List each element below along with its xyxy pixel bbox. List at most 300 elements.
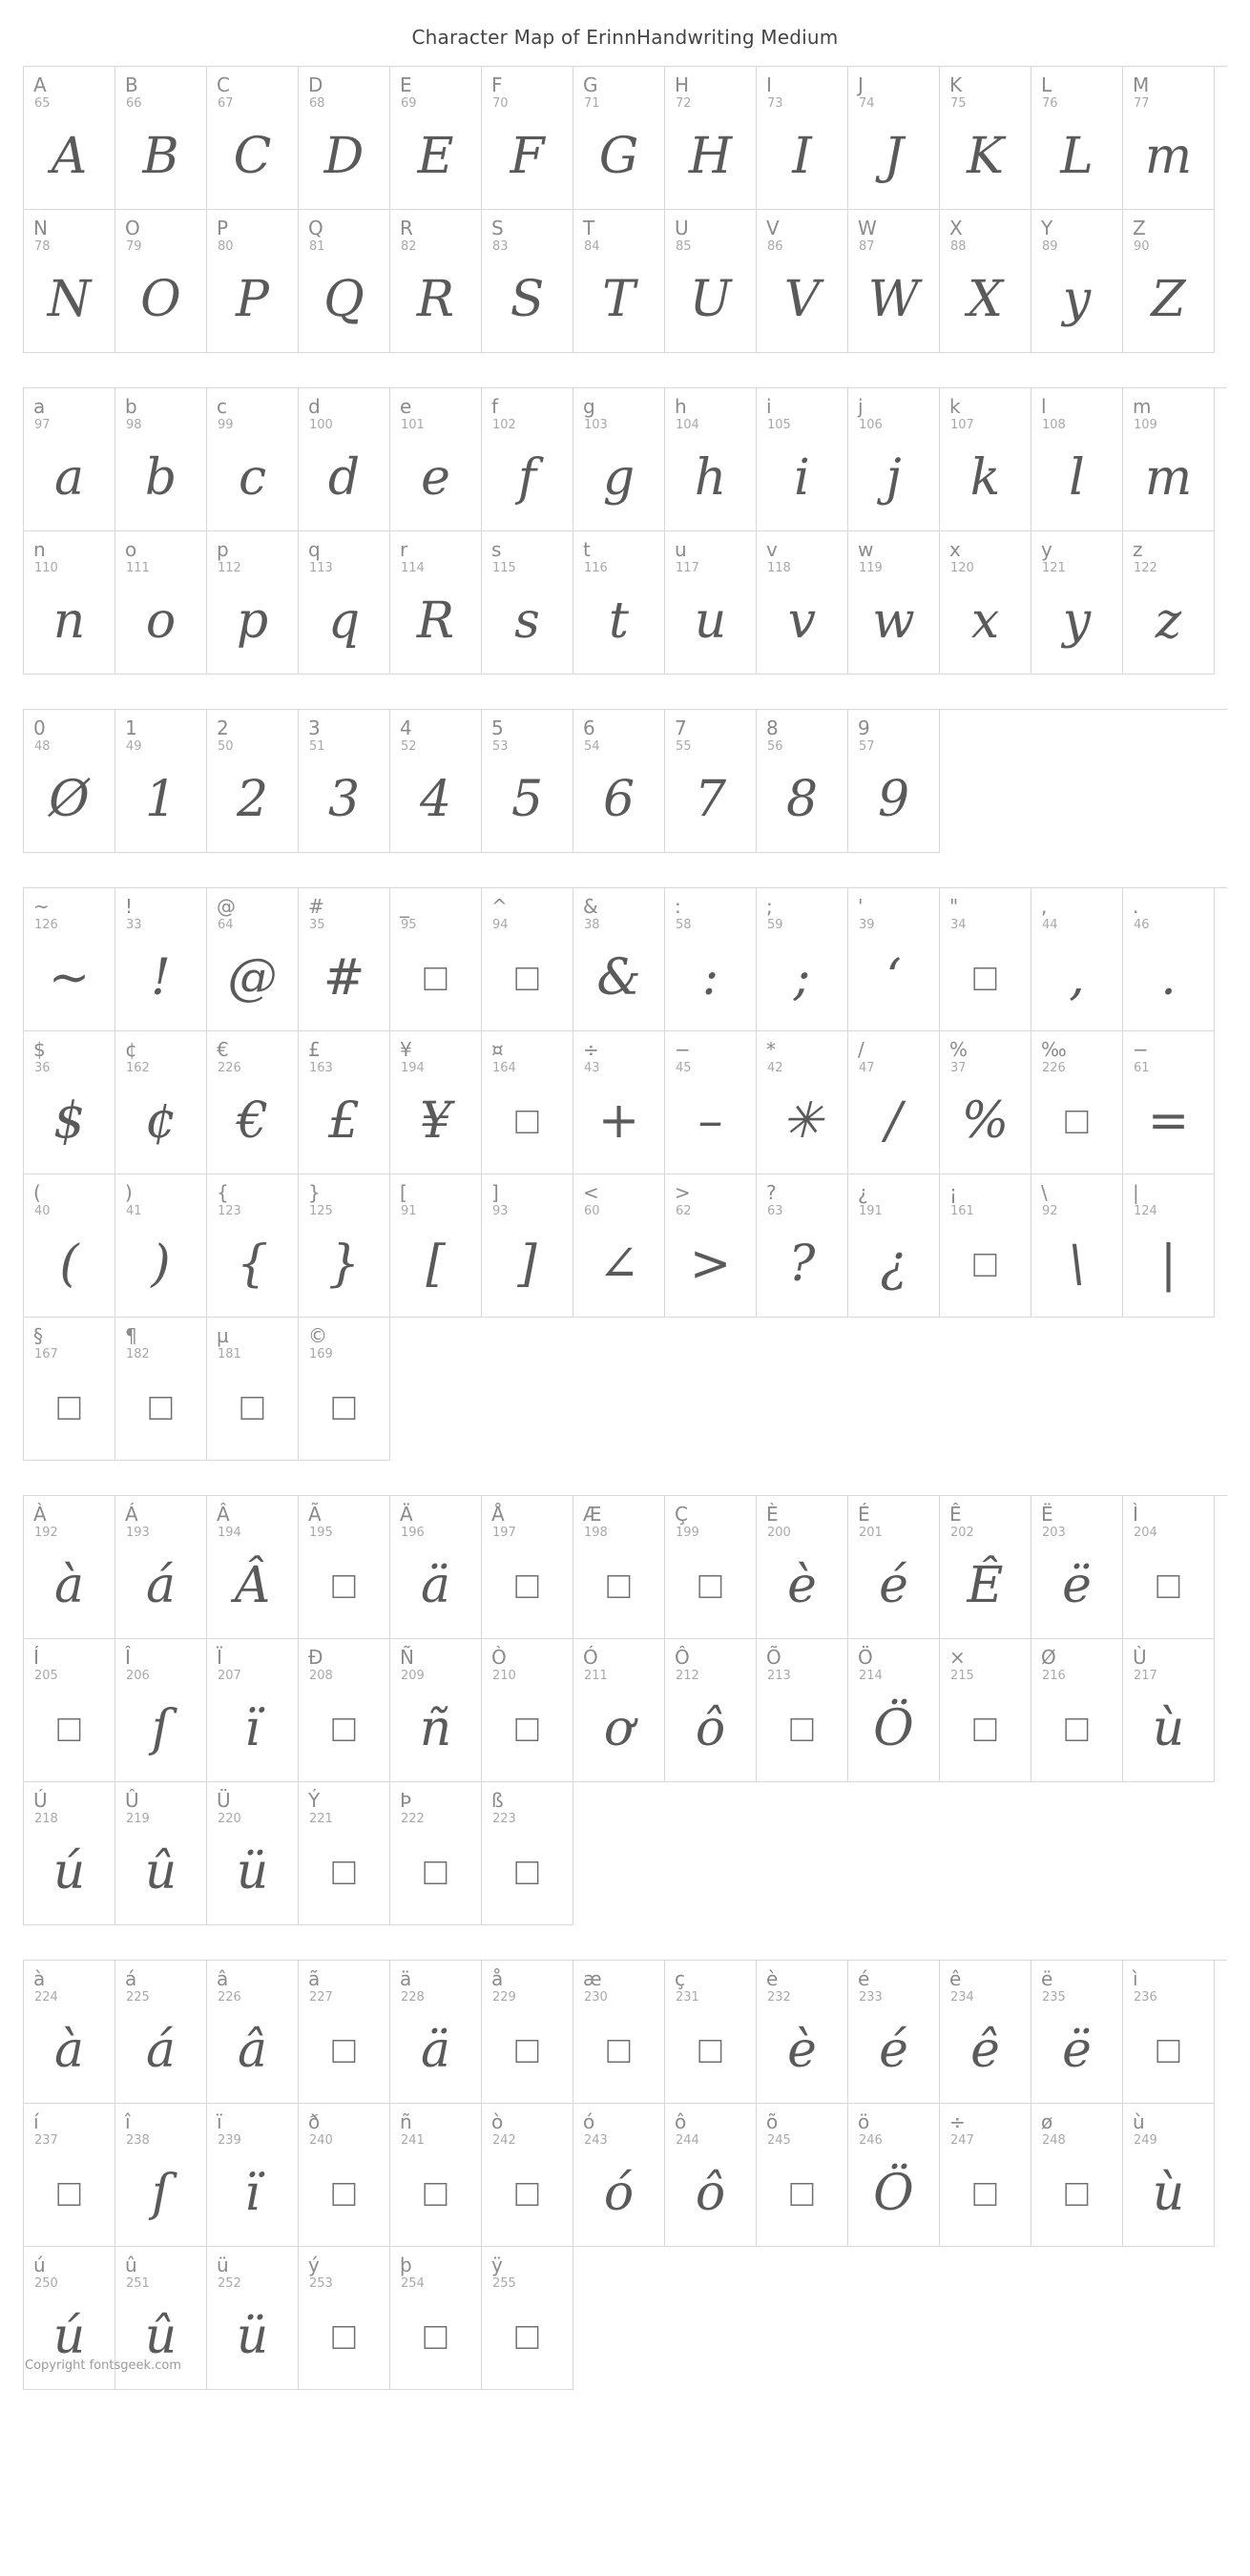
character-cell[interactable]: [390, 1031, 482, 1174]
character-code: 100: [309, 418, 333, 432]
character-code: 125: [309, 1204, 333, 1218]
character-cell[interactable]: [940, 210, 1031, 353]
character-cell[interactable]: [665, 210, 757, 353]
character-cell[interactable]: [299, 1961, 390, 2104]
character-label: $: [33, 1038, 46, 1061]
character-cell[interactable]: [757, 531, 848, 675]
character-cell[interactable]: [848, 1031, 940, 1174]
character-cell[interactable]: [1031, 1031, 1123, 1174]
character-cell[interactable]: [24, 388, 115, 531]
character-cell[interactable]: [482, 1174, 573, 1318]
character-label: ¶: [125, 1324, 137, 1347]
character-cell[interactable]: [299, 1318, 390, 1461]
character-label: <: [583, 1181, 599, 1204]
character-cell[interactable]: [24, 1174, 115, 1318]
character-cell[interactable]: [115, 210, 207, 353]
character-code: 196: [401, 1526, 425, 1540]
character-cell[interactable]: [482, 210, 573, 353]
character-label: {: [217, 1181, 229, 1204]
character-code: 119: [859, 561, 883, 575]
character-cell[interactable]: [115, 2104, 207, 2247]
missing-glyph-icon: □: [332, 1850, 356, 1894]
character-code: 212: [676, 1669, 699, 1683]
character-cell[interactable]: [115, 1639, 207, 1782]
character-code: 219: [126, 1812, 150, 1826]
character-cell[interactable]: [24, 531, 115, 675]
character-cell[interactable]: [482, 710, 573, 853]
character-cell[interactable]: [299, 1031, 390, 1174]
character-cell[interactable]: [1031, 388, 1123, 531]
character-glyph: é: [879, 2022, 908, 2079]
character-cell[interactable]: [1123, 210, 1215, 353]
character-glyph: v: [787, 592, 817, 650]
character-cell[interactable]: [665, 888, 757, 1031]
missing-glyph-icon: □: [332, 1385, 356, 1429]
character-glyph: Ø: [49, 771, 90, 828]
character-cell[interactable]: [482, 67, 573, 210]
missing-glyph-icon: □: [149, 1385, 173, 1429]
character-cell[interactable]: [1031, 1961, 1123, 2104]
character-code: 236: [1134, 1990, 1157, 2005]
character-cell[interactable]: [390, 710, 482, 853]
character-cell[interactable]: [24, 1318, 115, 1461]
character-cell[interactable]: [24, 1782, 115, 1925]
character-glyph: ;: [793, 949, 811, 1007]
character-cell[interactable]: [115, 1174, 207, 1318]
character-cell[interactable]: [940, 1174, 1031, 1318]
character-cell[interactable]: [207, 888, 299, 1031]
character-glyph: ó: [603, 2165, 635, 2222]
character-cell[interactable]: [757, 67, 848, 210]
character-glyph: f: [517, 449, 537, 507]
character-cell[interactable]: [665, 1031, 757, 1174]
character-cell[interactable]: [299, 1174, 390, 1318]
character-cell[interactable]: [207, 1782, 299, 1925]
character-glyph: €: [236, 1092, 269, 1150]
character-code: 197: [492, 1526, 516, 1540]
character-label: Ü: [217, 1789, 231, 1812]
character-cell[interactable]: [482, 1782, 573, 1925]
character-cell[interactable]: [115, 1782, 207, 1925]
character-cell[interactable]: [207, 2104, 299, 2247]
character-cell[interactable]: [24, 1639, 115, 1782]
character-label: ì: [1133, 1967, 1138, 1990]
character-cell[interactable]: [757, 388, 848, 531]
missing-glyph-icon: □: [424, 2171, 448, 2215]
character-cell[interactable]: [115, 1031, 207, 1174]
character-code: 59: [767, 918, 783, 932]
character-cell[interactable]: [1123, 1031, 1215, 1174]
character-glyph: C: [233, 128, 272, 185]
character-cell[interactable]: [24, 1961, 115, 2104]
character-cell[interactable]: [848, 1639, 940, 1782]
character-label: Ï: [217, 1646, 222, 1669]
character-code: 95: [401, 918, 417, 932]
character-cell[interactable]: [848, 1496, 940, 1639]
character-cell[interactable]: [1123, 2104, 1215, 2247]
character-cell[interactable]: [573, 210, 665, 353]
character-cell[interactable]: [1123, 388, 1215, 531]
character-code: 51: [309, 739, 325, 754]
missing-glyph-icon: □: [57, 1707, 81, 1751]
character-cell[interactable]: [24, 2104, 115, 2247]
character-cell[interactable]: [390, 2104, 482, 2247]
character-cell[interactable]: [757, 710, 848, 853]
character-cell[interactable]: [757, 1961, 848, 2104]
character-label: ÷: [583, 1038, 599, 1061]
character-cell[interactable]: [207, 210, 299, 353]
character-cell[interactable]: [24, 888, 115, 1031]
character-cell[interactable]: [1123, 888, 1215, 1031]
character-code: 118: [767, 561, 791, 575]
character-code: 97: [34, 418, 51, 432]
character-code: 121: [1042, 561, 1066, 575]
character-label: ð: [308, 2110, 321, 2133]
character-label: V: [766, 217, 780, 239]
character-cell[interactable]: [207, 1639, 299, 1782]
character-code: 254: [401, 2276, 425, 2291]
character-cell[interactable]: [940, 1961, 1031, 2104]
character-cell[interactable]: [115, 710, 207, 853]
character-label: ò: [491, 2110, 504, 2133]
character-cell[interactable]: [1031, 67, 1123, 210]
character-cell[interactable]: [665, 1496, 757, 1639]
character-cell[interactable]: [665, 531, 757, 675]
character-label: õ: [766, 2110, 779, 2133]
missing-glyph-icon: □: [973, 1707, 997, 1751]
character-cell[interactable]: [207, 1318, 299, 1461]
character-code: 237: [34, 2133, 58, 2148]
character-cell[interactable]: [482, 531, 573, 675]
character-cell[interactable]: [299, 2247, 390, 2390]
character-label: Ò: [491, 1646, 507, 1669]
character-label: ø: [1041, 2110, 1053, 2133]
character-cell[interactable]: [573, 67, 665, 210]
character-cell[interactable]: [482, 888, 573, 1031]
character-code: 94: [492, 918, 509, 932]
character-glyph: 8: [785, 771, 819, 828]
character-glyph: @: [227, 949, 278, 1007]
character-code: 86: [767, 239, 783, 254]
character-cell[interactable]: [207, 1961, 299, 2104]
character-cell[interactable]: [482, 388, 573, 531]
character-label: J: [858, 73, 864, 96]
character-code: 52: [401, 739, 417, 754]
character-cell[interactable]: [207, 388, 299, 531]
character-code: 68: [309, 96, 325, 111]
character-cell[interactable]: [115, 1496, 207, 1639]
character-label: j: [858, 395, 864, 418]
character-cell[interactable]: [573, 2104, 665, 2247]
character-label: í: [33, 2110, 39, 2133]
character-cell[interactable]: [24, 210, 115, 353]
character-glyph: S: [510, 271, 545, 328]
character-cell[interactable]: [573, 1496, 665, 1639]
character-cell[interactable]: [848, 67, 940, 210]
character-cell[interactable]: [573, 710, 665, 853]
character-label: ‰: [1041, 1038, 1067, 1061]
character-label: Z: [1133, 217, 1146, 239]
missing-glyph-icon: □: [698, 2028, 722, 2072]
character-label: ,: [1041, 895, 1048, 918]
character-code: 42: [767, 1061, 783, 1075]
character-block-uppercase-accented: [23, 1495, 1227, 1925]
character-cell[interactable]: [207, 1496, 299, 1639]
missing-glyph-icon: □: [1156, 2028, 1180, 2072]
character-code: 230: [584, 1990, 608, 2005]
character-cell[interactable]: [299, 388, 390, 531]
character-code: 82: [401, 239, 417, 254]
character-cell[interactable]: [1031, 531, 1123, 675]
character-cell[interactable]: [848, 888, 940, 1031]
character-glyph: ë: [1062, 1557, 1092, 1614]
character-code: 93: [492, 1204, 509, 1218]
character-glyph: %: [961, 1092, 1010, 1150]
character-cell[interactable]: [1031, 888, 1123, 1031]
character-code: 253: [309, 2276, 333, 2291]
character-cell[interactable]: [482, 2104, 573, 2247]
character-cell[interactable]: [482, 2247, 573, 2390]
character-cell[interactable]: [665, 67, 757, 210]
character-code: 72: [676, 96, 692, 111]
character-cell[interactable]: [940, 67, 1031, 210]
character-label: m: [1133, 395, 1152, 418]
character-code: 234: [950, 1990, 974, 2005]
character-label: È: [766, 1503, 779, 1526]
character-cell[interactable]: [24, 67, 115, 210]
character-cell[interactable]: [1123, 1496, 1215, 1639]
character-cell[interactable]: [390, 1639, 482, 1782]
character-label: ã: [308, 1967, 321, 1990]
character-cell[interactable]: [665, 1639, 757, 1782]
character-cell[interactable]: [757, 210, 848, 353]
character-cell[interactable]: [848, 1961, 940, 2104]
character-glyph: 1: [144, 771, 177, 828]
character-cell[interactable]: [390, 388, 482, 531]
character-cell[interactable]: [848, 1174, 940, 1318]
character-glyph: z: [1155, 592, 1182, 650]
character-cell[interactable]: [390, 1782, 482, 1925]
character-glyph: ñ: [419, 1700, 452, 1757]
character-cell[interactable]: [665, 388, 757, 531]
character-code: 111: [126, 561, 150, 575]
character-cell[interactable]: [390, 888, 482, 1031]
character-label: ü: [217, 2254, 229, 2276]
character-cell[interactable]: [207, 1031, 299, 1174]
character-label: Ã: [308, 1503, 322, 1526]
character-label: ]: [491, 1181, 499, 1204]
character-glyph: s: [514, 592, 540, 650]
character-cell[interactable]: [848, 2104, 940, 2247]
character-cell[interactable]: [848, 210, 940, 353]
character-cell[interactable]: [115, 531, 207, 675]
character-cell[interactable]: [24, 1031, 115, 1174]
character-blocks: [0, 66, 1250, 2390]
character-cell[interactable]: [1123, 67, 1215, 210]
character-cell[interactable]: [848, 388, 940, 531]
character-cell[interactable]: [573, 388, 665, 531]
character-cell[interactable]: [665, 2104, 757, 2247]
character-label: S: [491, 217, 504, 239]
character-cell[interactable]: [207, 67, 299, 210]
character-cell[interactable]: [1031, 1174, 1123, 1318]
character-cell[interactable]: [573, 1031, 665, 1174]
missing-glyph-icon: □: [332, 1707, 356, 1751]
character-cell[interactable]: [1123, 1174, 1215, 1318]
character-cell[interactable]: [207, 1174, 299, 1318]
character-cell[interactable]: [848, 710, 940, 853]
character-glyph: ∠: [597, 1236, 640, 1293]
character-cell[interactable]: [1031, 1639, 1123, 1782]
character-code: 167: [34, 1347, 58, 1361]
character-cell[interactable]: [1123, 1961, 1215, 2104]
character-label: H: [675, 73, 690, 96]
character-cell[interactable]: [207, 2247, 299, 2390]
character-code: 124: [1134, 1204, 1157, 1218]
character-cell[interactable]: [757, 888, 848, 1031]
character-cell[interactable]: [299, 888, 390, 1031]
character-code: 242: [492, 2133, 516, 2148]
character-cell[interactable]: [757, 1031, 848, 1174]
character-cell[interactable]: [299, 1782, 390, 1925]
character-glyph: ✳: [781, 1092, 823, 1150]
character-cell[interactable]: [573, 1639, 665, 1782]
character-cell[interactable]: [115, 388, 207, 531]
character-code: 38: [584, 918, 600, 932]
character-code: 64: [218, 918, 234, 932]
character-cell[interactable]: [757, 1639, 848, 1782]
character-cell[interactable]: [390, 67, 482, 210]
character-label: A: [33, 73, 47, 96]
missing-glyph-icon: □: [973, 1242, 997, 1286]
character-code: 222: [401, 1812, 425, 1826]
character-cell[interactable]: [940, 1496, 1031, 1639]
character-cell[interactable]: [573, 888, 665, 1031]
character-glyph: 4: [419, 771, 452, 828]
character-glyph: K: [967, 128, 1004, 185]
character-glyph: à: [53, 1557, 84, 1614]
character-glyph: y: [1062, 592, 1092, 650]
character-label: o: [125, 538, 137, 561]
character-label: 6: [583, 717, 595, 739]
character-code: 249: [1134, 2133, 1157, 2148]
character-cell[interactable]: [390, 210, 482, 353]
character-cell[interactable]: [299, 1639, 390, 1782]
character-glyph: Â: [234, 1557, 271, 1614]
character-cell[interactable]: [482, 1031, 573, 1174]
character-cell[interactable]: [665, 1174, 757, 1318]
character-cell[interactable]: [482, 1639, 573, 1782]
missing-glyph-icon: □: [515, 1850, 539, 1894]
character-cell[interactable]: [24, 1496, 115, 1639]
character-glyph: p: [236, 592, 269, 650]
character-cell[interactable]: [299, 2104, 390, 2247]
character-cell[interactable]: [1123, 531, 1215, 675]
character-cell[interactable]: [757, 1174, 848, 1318]
character-cell[interactable]: [115, 67, 207, 210]
character-code: 217: [1134, 1669, 1157, 1683]
character-cell[interactable]: [482, 1496, 573, 1639]
character-cell[interactable]: [482, 1961, 573, 2104]
character-cell[interactable]: [390, 1961, 482, 2104]
character-label: e: [400, 395, 412, 418]
character-code: 89: [1042, 239, 1058, 254]
character-code: 221: [309, 1812, 333, 1826]
character-glyph: á: [145, 2022, 176, 2079]
character-cell[interactable]: [390, 2247, 482, 2390]
character-cell[interactable]: [1123, 1639, 1215, 1782]
character-cell[interactable]: [573, 531, 665, 675]
character-cell[interactable]: [940, 2104, 1031, 2247]
character-cell[interactable]: [115, 1318, 207, 1461]
character-cell[interactable]: [115, 1961, 207, 2104]
character-label: ê: [949, 1967, 962, 1990]
character-cell[interactable]: [940, 388, 1031, 531]
character-cell[interactable]: [1031, 210, 1123, 353]
character-cell[interactable]: [940, 888, 1031, 1031]
character-glyph: J: [884, 128, 904, 185]
character-cell[interactable]: [207, 710, 299, 853]
character-cell[interactable]: [390, 1174, 482, 1318]
character-label: I: [766, 73, 772, 96]
character-cell[interactable]: [940, 1639, 1031, 1782]
character-cell[interactable]: [1031, 1496, 1123, 1639]
character-label: R: [400, 217, 413, 239]
character-glyph: ¥: [419, 1092, 452, 1150]
character-glyph: y: [1062, 271, 1092, 328]
character-glyph: X: [967, 271, 1004, 328]
character-cell[interactable]: [573, 1174, 665, 1318]
character-code: 195: [309, 1526, 333, 1540]
character-glyph: è: [787, 2022, 817, 2079]
character-cell[interactable]: [665, 710, 757, 853]
missing-glyph-icon: □: [1156, 1564, 1180, 1608]
character-cell[interactable]: [390, 1496, 482, 1639]
character-cell[interactable]: [573, 1961, 665, 2104]
character-cell[interactable]: [757, 2104, 848, 2247]
character-cell[interactable]: [299, 531, 390, 675]
character-cell[interactable]: [299, 710, 390, 853]
character-code: 81: [309, 239, 325, 254]
character-code: 77: [1134, 96, 1150, 111]
character-cell[interactable]: [115, 888, 207, 1031]
character-glyph: g: [602, 449, 635, 507]
character-label: Ë: [1041, 1503, 1053, 1526]
character-cell[interactable]: [299, 67, 390, 210]
character-cell[interactable]: [940, 531, 1031, 675]
character-cell[interactable]: [299, 1496, 390, 1639]
character-glyph: u: [694, 592, 727, 650]
character-cell[interactable]: [940, 1031, 1031, 1174]
character-glyph: ù: [1152, 1700, 1185, 1757]
character-cell[interactable]: [1031, 2104, 1123, 2247]
character-cell[interactable]: [24, 710, 115, 853]
character-cell[interactable]: [848, 531, 940, 675]
character-cell[interactable]: [757, 1496, 848, 1639]
character-glyph: a: [53, 449, 84, 507]
character-glyph: 5: [510, 771, 544, 828]
character-glyph: ?: [788, 1236, 816, 1293]
character-label: ": [949, 895, 959, 918]
character-code: 69: [401, 96, 417, 111]
character-cell[interactable]: [665, 1961, 757, 2104]
character-label: ¤: [491, 1038, 504, 1061]
character-cell[interactable]: [390, 531, 482, 675]
character-code: 205: [34, 1669, 58, 1683]
character-cell[interactable]: [299, 210, 390, 353]
character-code: 105: [767, 418, 791, 432]
character-cell[interactable]: [207, 531, 299, 675]
